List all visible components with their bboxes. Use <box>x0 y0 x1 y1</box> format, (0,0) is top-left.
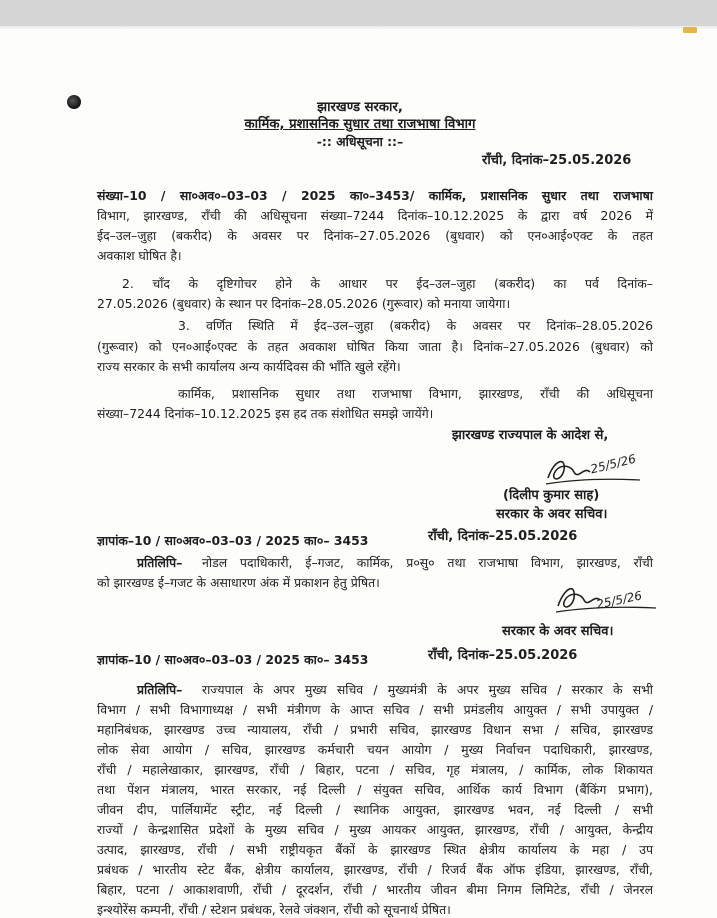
para3-line3: राज्य सरकार के सभी कार्यालय अन्य कार्यदिवस की भाँति खुले रहेंगे। <box>97 359 401 374</box>
memo2-line: तथा पेंशन मंत्रालय, भारत सरकार, नई दिल्ली / संयुक्त सचिव, आर्थिक कार्य विभाग (बैंकिंग प्रभाग), <box>97 782 653 797</box>
memo1-copy-line2: को झारखण्ड ई–गजट के असाधारण अंक में प्रकाशन हेतु प्रेषित। <box>97 575 380 590</box>
memo2-line: बिहार, पटना / आकाशवाणी, राँची / दूरदर्शन, राँची / भारतीय जीवन बीमा निगम लिमिटेड, राँची / जेनरल <box>97 882 653 897</box>
para3-line1: 3. वर्णित स्थिति में ईद–उल–जुहा (बकरीद) के अवसर पर दिनांक–28.05.2026 <box>178 318 653 333</box>
signature-date-1: 25/5/26 <box>588 451 638 477</box>
punch-hole <box>67 95 81 109</box>
department-title: कार्मिक, प्रशासनिक सुधार तथा राजभाषा विभाग <box>244 117 476 132</box>
notification-heading: -:: अधिसूचना ::– <box>316 134 404 149</box>
signature-date-2: 25/5/26 <box>595 588 644 612</box>
memo1-copy-line1: नोडल पदाधिकारी, ई–गजट, कार्मिक, प्र०सु० तथा राजभाषा विभाग, झारखण्ड, राँची <box>202 555 653 570</box>
memo2-line: उत्पाद, झारखण्ड, राँची / सभी राष्ट्रीयकृत बैंकों के झारखण्ड स्थित क्षेत्रीय कार्यालय के महा / उप <box>97 842 653 857</box>
memo2-line: राज्यपाल के अपर मुख्य सचिव / मुख्यमंत्री के अपर मुख्य सचिव / सरकार के सभी <box>202 682 653 697</box>
memo2-copy-label: प्रतिलिपि– <box>137 682 183 697</box>
memo1-reference: ज्ञापांक–10 / सा०अव०–03–03 / 2025 का०– 3453 <box>97 533 369 548</box>
para4-line1: कार्मिक, प्रशासनिक सुधार तथा राजभाषा विभाग, झारखण्ड, राँची की अधिसूचना <box>178 386 653 401</box>
para4-line2: संख्या–7244 दिनांक–10.12.2025 इस हद तक संशोधित समझे जायेंगे। <box>97 406 434 421</box>
signatory-designation-1: सरकार के अवर सचिव। <box>496 507 608 522</box>
memo2-line: प्रबंधक / भारतीय स्टेट बैंक, क्षेत्रीय कार्यालय, झारखण्ड, राँची / रिजर्व बैंक ऑफ इंडिया, झारखण्ड, राँची, <box>97 862 653 877</box>
by-order-line: झारखण्ड राज्यपाल के आदेश से, <box>452 428 609 443</box>
memo2-line: इन्श्योरेंस कम्पनी, राँची / स्टेशन प्रबंधक, रेलवे जंक्शन, राँची को सूचनार्थ प्रेषित। <box>97 902 451 917</box>
memo2-reference: ज्ञापांक–10 / सा०अव०–03–03 / 2025 का०– 3453 <box>97 652 369 667</box>
corner-tag <box>683 27 697 33</box>
memo1-date: राँची, दिनांक–25.05.2026 <box>428 529 578 544</box>
memo2-line: विभाग / सभी विभागाध्यक्ष / सभी मंत्रीगण के आप्त सचिव / सभी प्रमंडलीय आयुक्त / सभी उपायुक्त / <box>97 702 653 717</box>
memo1-copy-label: प्रतिलिपि– <box>137 555 183 570</box>
memo2-line: लोक सेवा आयोग / सचिव, झारखण्ड कर्मचारी चयन आयोग / मुख्य निर्वाचन पदाधिकारी, झारखण्ड, <box>97 742 653 757</box>
para2-line2: 27.05.2026 (बुधवार) के स्थान पर दिनांक–28.05.2026 (गुरूवार) को मनाया जायेगा। <box>97 296 511 311</box>
para1-line1: संख्या–10 / सा०अव०–03–03 / 2025 का०–3453/ कार्मिक, प्रशासनिक सुधार तथा राजभाषा <box>97 188 653 203</box>
para1-line3: ईद–उल–जुहा (बकरीद) के अवसर पर दिनांक–27.05.2026 (बुधवार) को एन०आई०एक्ट के तहत <box>97 228 653 243</box>
notification-date: राँची, दिनांक–25.05.2026 <box>482 153 632 168</box>
scan-top-edge <box>0 0 717 26</box>
signatory-designation-2: सरकार के अवर सचिव। <box>502 624 614 639</box>
para3-line2: (गुरूवार) को एन०आई०एक्ट के तहत अवकाश घोषित किया जाता है। दिनांक–27.05.2026 (बुधवार) को <box>97 339 653 354</box>
signatory-name: (दिलीप कुमार साह) <box>503 488 600 503</box>
memo2-line: राँची / महालेखाकार, झारखण्ड, राँची / बिहार, पटना / सचिव, गृह मंत्रालय, / कार्मिक, लोक शिकायत <box>97 762 653 777</box>
government-title: झारखण्ड सरकार, <box>317 100 403 115</box>
memo2-line: जीवन दीप, पार्लियामेंट स्ट्रीट, नई दिल्ली / स्थानिक आयुक्त, झारखण्ड भवन, नई दिल्ली / सभी <box>97 802 653 817</box>
para2-line1: 2. चाँद के दृष्टिगोचर होने के आधार पर ईद–उल–जुहा (बकरीद) का पर्व दिनांक– <box>122 276 653 291</box>
para1-line2: विभाग, झारखण्ड, राँची की अधिसूचना संख्या–7244 दिनांक–10.12.2025 के द्वारा वर्ष 2026 में <box>97 208 653 223</box>
para1-line4: अवकाश घोषित है। <box>97 248 182 263</box>
memo2-line: राज्यों / केन्द्रशासित प्रदेशों के मुख्य सचिव / मुख्य आयकर आयुक्त, झारखण्ड, राँची / आयुक्त, केन्द्रीय <box>97 822 653 837</box>
memo2-date: राँची, दिनांक–25.05.2026 <box>428 648 578 663</box>
memo2-line: महानिबंधक, झारखण्ड उच्च न्यायालय, राँची / प्रभारी सचिव, झारखण्ड विधान सभा / सचिव, झारखण्ड <box>97 722 653 737</box>
scan-shadow <box>0 26 717 30</box>
